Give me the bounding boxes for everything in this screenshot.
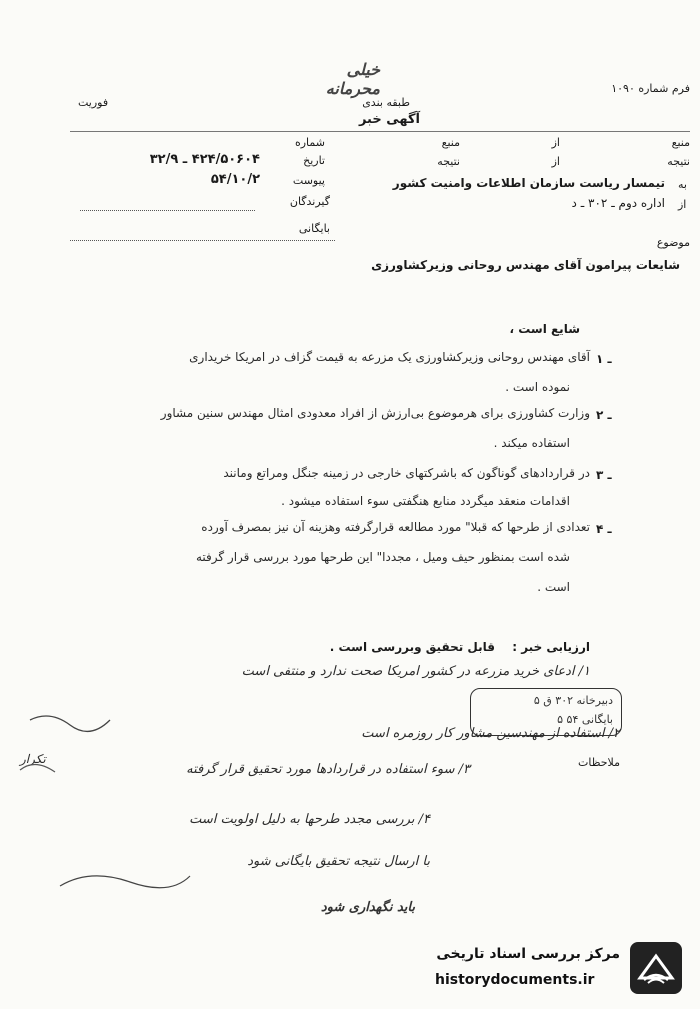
file-label: بایگانی — [298, 222, 330, 235]
number-label: شماره — [294, 136, 325, 149]
handwritten-line-4: ۴/ بررسی مجدد طرحها به دلیل اولویت است — [189, 812, 430, 827]
classification-label: طبقه بندی — [362, 96, 410, 109]
item-2-line1: وزارت کشاورزی برای هرموضوع بی‌ارزش از افراد معدودی امثال مهندس سنین مشاور — [160, 406, 590, 420]
item-2-num: ۲ ـ — [596, 408, 612, 422]
subject-label: موضوع — [656, 236, 690, 249]
from-value: اداره دوم ـ ۳۰۲ ـ د — [571, 196, 665, 210]
footer-stamp: باید نگهداری شود — [320, 900, 415, 915]
handwritten-line-1: ۱/ ادعای خرید مزرعه در کشور امریکا صحت ندارد و منتفی است — [241, 664, 590, 679]
source-from-label: از — [551, 136, 560, 149]
book-logo-icon — [630, 942, 682, 994]
watermark — [405, 940, 695, 1000]
result2-label: نتیجه — [437, 155, 460, 168]
item-1-line2: نموده است . — [505, 380, 570, 394]
form-number: فرم شماره ۱۰۹۰ — [611, 82, 690, 95]
watermark-title: مرکز بررسی اسناد تاریخی — [436, 946, 620, 962]
handwritten-line-5: با ارسال نتیجه تحقیق بایگانی شود — [247, 854, 430, 869]
item-4-line1: تعدادی از طرحها که قبلا" مورد مطالعه قرارگرفته وهزینه آن نیز بمصرف آورده — [201, 520, 590, 534]
handwritten-margin-word: تکرار — [20, 752, 46, 766]
date-label: تاریخ — [303, 154, 325, 167]
subject-value: شایعات پیرامون آقای مهندس روحانی وزیرکشاورزی — [371, 258, 680, 272]
date-value: ۵۴/۱۰/۲ — [210, 172, 260, 187]
result-label: نتیجه — [667, 155, 690, 168]
stamp-line1: دبیرخانه ۳۰۲ ق ۵ — [533, 694, 613, 707]
recipients-label: گیرندگان — [289, 195, 330, 208]
source2-label: منبع — [441, 136, 460, 149]
item-2-line2: استفاده میکند . — [493, 436, 570, 450]
handwritten-line-2: ۲/ استفاده از مهندسین مشاور کار روزمره است — [361, 726, 620, 741]
watermark-url: historydocuments.ir — [435, 972, 595, 988]
item-3-num: ۳ ـ — [596, 468, 612, 482]
classification-stamp: خیلی محرمانه — [325, 60, 380, 98]
source-label: منبع — [671, 136, 690, 149]
doc-type: آگهی خبر — [358, 112, 420, 127]
from-label: از — [678, 198, 687, 211]
assessment-label: ارزیابی خبر : — [512, 640, 590, 654]
notes-label: ملاحظات — [578, 756, 620, 769]
number-value: ۴۲۴/۵۰۶۰۴ ـ ۳۲/۹ — [149, 152, 260, 167]
item-4-line3: است . — [537, 580, 570, 594]
priority-label: فوریت — [78, 96, 109, 109]
attachment-label: پیوست — [292, 174, 325, 187]
item-1-num: ۱ ـ — [596, 352, 612, 366]
item-4-num: ۴ ـ — [596, 522, 612, 536]
item-3-line1: در قراردادهای گوناگون که باشرکتهای خارجی در زمینه جنگل ومراتع ومانند — [223, 466, 590, 480]
item-1-line1: آقای مهندس روحانی وزیرکشاورزی یک مزرعه به قیمت گزاف در امریکا خریداری — [189, 350, 590, 364]
handwritten-line-3: ۳/ سوء استفاده در قراردادها مورد تحقیق قرار گرفته — [186, 762, 470, 777]
item-3-line2: اقدامات منعقد میگردد منابع هنگفتی سوء استفاده میشود . — [281, 494, 570, 508]
item-4-line2: شده است بمنظور حیف ومیل ، مجددا" این طرحها مورد بررسی قرار گرفته — [195, 550, 570, 564]
assessment-value: قابل تحقیق وبررسی است . — [329, 640, 495, 654]
result-from-label: از — [551, 155, 560, 168]
stamp-line2: بایگانی ۵۴ ۵ — [557, 713, 613, 726]
to-label: به — [678, 178, 687, 191]
body-intro: شایع است ، — [509, 322, 580, 336]
to-value: تیمسار ریاست سازمان اطلاعات وامنیت کشور — [392, 176, 665, 190]
